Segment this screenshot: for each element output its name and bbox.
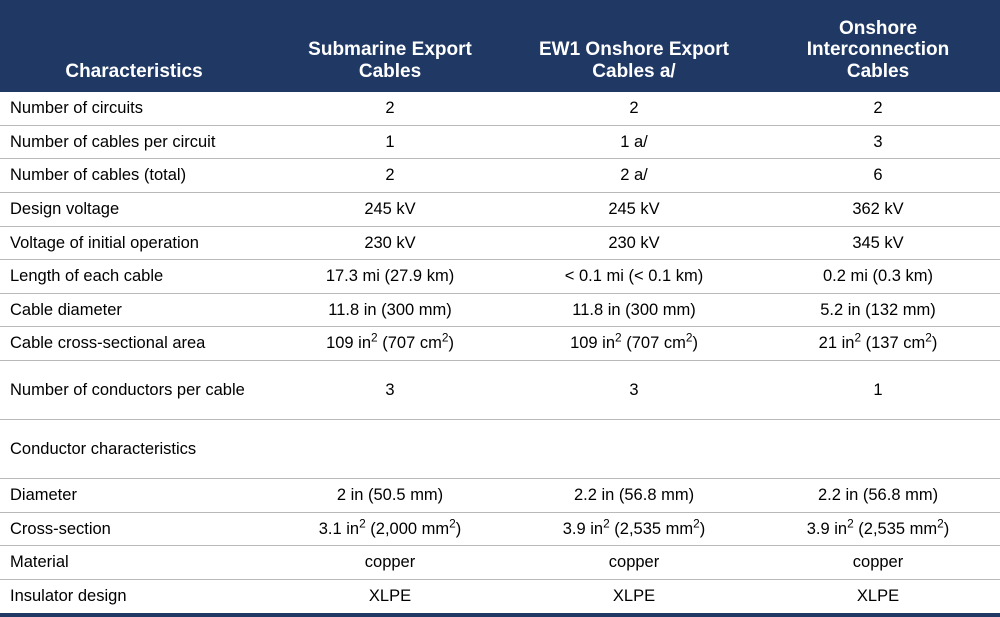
- row-value: 3.9 $in^2$ (2,535 $mm^2$): [756, 512, 1000, 546]
- row-value: copper: [756, 546, 1000, 580]
- row-value: [268, 420, 512, 479]
- table-row: [0, 260, 1000, 294]
- row-value: 3: [268, 361, 512, 420]
- row-value: [512, 420, 756, 479]
- row-label: Number of circuits: [0, 92, 268, 125]
- column-header-onshore-interconnection-cables: [756, 0, 1000, 92]
- row-value: 1: [756, 361, 1000, 420]
- column-header-ew1-line1: EW1 Onshore Export: [538, 39, 730, 61]
- row-label: Number of conductors per cable: [0, 361, 268, 420]
- table-row: [0, 512, 1000, 546]
- row-label: Insulator design: [0, 579, 268, 612]
- row-value: 230 kV: [512, 226, 756, 260]
- table-row: [0, 579, 1000, 612]
- row-value: 245 kV: [512, 192, 756, 226]
- row-value: 3.9 $in^2$ (2,535 $mm^2$): [512, 512, 756, 546]
- row-value: copper: [512, 546, 756, 580]
- table-body: [0, 92, 1000, 613]
- table-row: [0, 226, 1000, 260]
- row-value: 109 $in^2$ (707 $cm^2$): [268, 327, 512, 361]
- row-value: 0.2 mi (0.3 km): [756, 260, 1000, 294]
- row-value: 2: [268, 159, 512, 193]
- column-header-characteristics: [0, 0, 268, 92]
- row-label: Number of cables per circuit: [0, 125, 268, 159]
- row-label: Cross-section: [0, 512, 268, 546]
- row-value: 362 kV: [756, 192, 1000, 226]
- table-row: [0, 327, 1000, 361]
- table-row: [0, 293, 1000, 327]
- row-label: Diameter: [0, 479, 268, 513]
- column-header-ew1-line2: Cables a/: [592, 60, 676, 82]
- row-label: Cable cross-sectional area: [0, 327, 268, 361]
- row-value: 2: [756, 92, 1000, 125]
- table-row: [0, 546, 1000, 580]
- row-value: 245 kV: [268, 192, 512, 226]
- table-row: [0, 159, 1000, 193]
- row-value: 3: [512, 361, 756, 420]
- column-header-submarine-line1: Submarine Export: [308, 39, 472, 61]
- row-value: 2: [268, 92, 512, 125]
- column-header-submarine-export-cables: [268, 0, 512, 92]
- table-bottom-rule: [0, 613, 1000, 617]
- row-label: Conductor characteristics: [0, 420, 268, 479]
- row-label: Length of each cable: [0, 260, 268, 294]
- row-value: [756, 420, 1000, 479]
- column-header-ew1-onshore-export-cables: [512, 0, 756, 92]
- row-value: 3: [756, 125, 1000, 159]
- row-value: 21 $in^2$ (137 $cm^2$): [756, 327, 1000, 361]
- column-header-onshore-line3: Cables: [846, 60, 910, 82]
- row-label: Voltage of initial operation: [0, 226, 268, 260]
- column-header-characteristics-line1: Characteristics: [65, 60, 203, 82]
- table-row: [0, 92, 1000, 125]
- row-value: 1: [268, 125, 512, 159]
- table-row: [0, 420, 1000, 479]
- table-header-row: [0, 0, 1000, 92]
- row-value: 3.1 $in^2$ (2,000 $mm^2$): [268, 512, 512, 546]
- row-value: XLPE: [756, 579, 1000, 612]
- row-label: Design voltage: [0, 192, 268, 226]
- row-value: 109 $in^2$ (707 $cm^2$): [512, 327, 756, 361]
- table-row: [0, 192, 1000, 226]
- row-value: 11.8 in (300 mm): [512, 293, 756, 327]
- table-row: [0, 361, 1000, 420]
- row-value: 11.8 in (300 mm): [268, 293, 512, 327]
- row-label: Material: [0, 546, 268, 580]
- row-value: 345 kV: [756, 226, 1000, 260]
- row-value: 6: [756, 159, 1000, 193]
- column-header-onshore-line2: Interconnection: [806, 39, 950, 61]
- row-value: XLPE: [268, 579, 512, 612]
- table-row: [0, 479, 1000, 513]
- row-value: 2: [512, 92, 756, 125]
- row-value: 2 in (50.5 mm): [268, 479, 512, 513]
- row-value: XLPE: [512, 579, 756, 612]
- row-label: Number of cables (total): [0, 159, 268, 193]
- row-value: 230 kV: [268, 226, 512, 260]
- row-value: 2.2 in (56.8 mm): [512, 479, 756, 513]
- row-label: Cable diameter: [0, 293, 268, 327]
- column-header-onshore-line1: Onshore: [838, 18, 918, 40]
- table-header: [0, 0, 1000, 92]
- row-value: < 0.1 mi (< 0.1 km): [512, 260, 756, 294]
- row-value: 2.2 in (56.8 mm): [756, 479, 1000, 513]
- row-value: 2 a/: [512, 159, 756, 193]
- row-value: copper: [268, 546, 512, 580]
- column-header-submarine-line2: Cables: [358, 60, 422, 82]
- row-value: 1 a/: [512, 125, 756, 159]
- table-row: [0, 125, 1000, 159]
- row-value: 5.2 in (132 mm): [756, 293, 1000, 327]
- row-value: 17.3 mi (27.9 km): [268, 260, 512, 294]
